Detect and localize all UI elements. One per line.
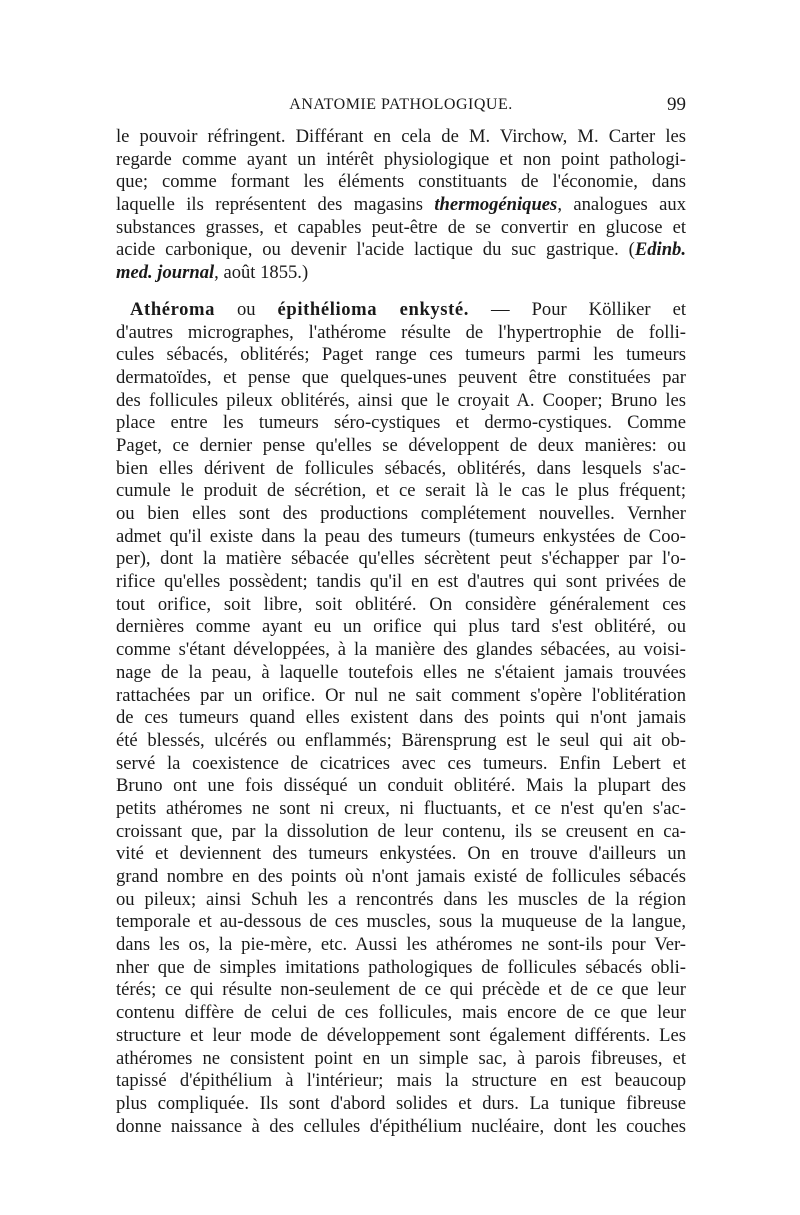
text-line: temporale et au-dessous de ces muscles, sous la muqueuse de la langue, [116, 911, 686, 933]
text-line: servé la coexistence de cicatrices avec ces tumeurs. Enfin Lebert et [116, 752, 686, 774]
body-text [116, 126, 686, 1138]
text-line: comme s'étant développées, à la manière des glandes sébacées, au voisi- [116, 639, 686, 661]
section-heading: épithélioma enkysté. [277, 298, 470, 320]
text-line: vité et deviennent des tumeurs enkystées. On en trouve d'ailleurs un [116, 843, 686, 865]
text-line: dernières comme ayant eu un orifice qui plus tard s'est oblitéré, ou [116, 616, 686, 638]
text-line: dans les os, la pie-mère, etc. Aussi les athéromes ne sont-ils pour Ver- [116, 934, 686, 956]
citation-italic: Edinb. [634, 239, 686, 261]
text-line: tout orifice, soit libre, soit oblitéré. On considère généralement ces [116, 593, 686, 615]
section-heading: Athéroma [130, 298, 216, 320]
text-line: donne naissance à des cellules d'épithélium nucléaire, dont les couches [116, 1115, 686, 1137]
text-line: structure et leur mode de développement sont également différents. Les [116, 1024, 686, 1046]
text-line: des follicules pileux oblitérés, ainsi que le croyait A. Cooper; Bruno les [116, 389, 686, 411]
paragraph-gap [116, 285, 686, 299]
text-line: tapissé d'épithélium à l'intérieur; mais la structure en est beaucoup [116, 1070, 686, 1092]
text-line: nher que de simples imitations pathologiques de follicules sébacés obli- [116, 956, 686, 978]
text-line: que; comme formant les éléments constituants de l'économie, dans [116, 171, 686, 193]
heading-join: ou [215, 298, 278, 320]
text-line [116, 239, 686, 262]
text-line: athéromes ne consistent point en un simple sac, à parois fibreuses, et [116, 1047, 686, 1069]
text-line: petits athéromes ne sont ni creux, ni fluctuants, et ce n'est qu'en s'ac- [116, 797, 686, 819]
text-segment: acide carbonique, ou devenir l'acide lactique du suc gastrique. ( [116, 239, 635, 261]
running-title: ANATOMIE PATHOLOGIQUE. [289, 96, 513, 113]
text-line [116, 194, 686, 217]
text-line: croissant que, par la dissolution de leur contenu, ils se creusent en ca- [116, 820, 686, 842]
text-line: dermatoïdes, et pense que quelques-unes peuvent être constituées par [116, 366, 686, 388]
text-segment: laquelle ils représentent des magasins [116, 194, 423, 216]
text-line: Paget, ce dernier pense qu'elles se développent de deux manières: ou [116, 434, 686, 456]
text-line [116, 262, 686, 285]
text-line: bien elles dérivent de follicules sébacés, oblitérés, dans lesquels s'ac- [116, 457, 686, 479]
text-line: Bruno ont une fois disséqué un conduit oblitéré. Mais la plupart des [116, 775, 686, 797]
text-line: per), dont la matière sébacée qu'elles sécrètent peut s'échapper par l'o- [116, 548, 686, 570]
page-number: 99 [667, 94, 686, 115]
text-segment: — Pour Kölliker et [469, 298, 686, 320]
text-line: térés; ce qui résulte non-seulement de ce qui précède et de ce que leur [116, 979, 686, 1001]
text-line: place entre les tumeurs séro-cystiques et dermo-cystiques. Comme [116, 412, 686, 434]
text-line: nage de la peau, à laquelle toutefois elles ne s'étaient jamais trouvées [116, 661, 686, 683]
paragraph-1 [116, 126, 686, 285]
citation-date: , août 1855.) [214, 262, 309, 284]
running-header [116, 94, 686, 120]
text-line: substances grasses, et capables peut-être de se convertir en glucose et [116, 216, 686, 238]
text-line: cumule le produit de sécrétion, et ce serait là le cas le plus fréquent; [116, 480, 686, 502]
section-heading-line [116, 299, 686, 322]
text-line: ou pileux; ainsi Schuh les a rencontrés dans les muscles de la région [116, 888, 686, 910]
italic-term: thermogéniques [434, 194, 558, 216]
text-line: de ces tumeurs quand elles existent dans des points qui n'ont jamais [116, 707, 686, 729]
text-line: rifice qu'elles possèdent; tandis qu'il en est d'autres qui sont privées de [116, 571, 686, 593]
text-line: été blessés, ulcérés ou enflammés; Bärensprung est le seul qui ait ob- [116, 729, 686, 751]
text-line: admet qu'il existe dans la peau des tumeurs (tumeurs enkystées de Coo- [116, 525, 686, 547]
citation-italic: med. journal [116, 262, 215, 284]
text-line: regarde comme ayant un intérêt physiologique et non point pathologi- [116, 148, 686, 170]
text-line: plus compliquée. Ils sont d'abord solides et durs. La tunique fibreuse [116, 1092, 686, 1114]
text-line: grand nombre en des points où n'ont jamais existé de follicules sébacés [116, 866, 686, 887]
text-line: contenu diffère de celui de ces follicules, mais encore de ce que leur [116, 1002, 686, 1024]
text-line: ou bien elles sont des productions complétement nouvelles. Vernher [116, 503, 686, 524]
paragraph-2 [116, 299, 686, 1138]
text-line: d'autres micrographes, l'athérome résulte de l'hypertrophie de folli- [116, 321, 686, 343]
text-line: le pouvoir réfringent. Différant en cela de M. Virchow, M. Carter les [116, 126, 686, 147]
text-line: rattachées par un orifice. Or nul ne sait comment s'opère l'oblitération [116, 684, 686, 706]
text-segment: , analogues aux [557, 194, 686, 216]
text-line: cules sébacés, oblitérés; Paget range ces tumeurs parmi les tumeurs [116, 344, 686, 366]
